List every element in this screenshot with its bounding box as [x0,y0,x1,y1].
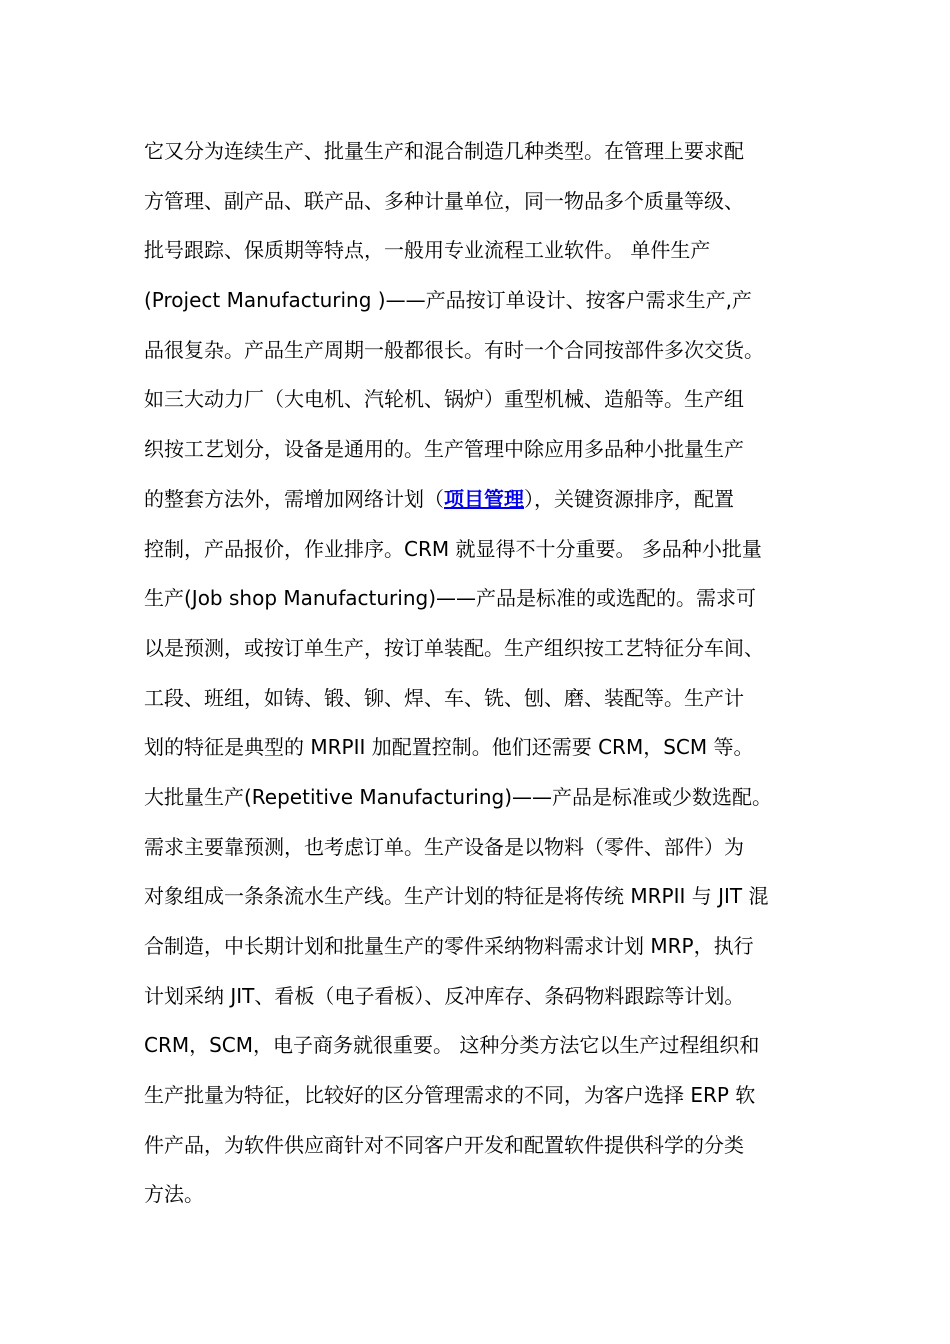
text-line: 划的特征是典型的 MRPII 加配置控制。他们还需要 CRM，SCM 等。 [144,735,754,760]
text-line: 工段、班组，如铸、锻、铆、焊、车、铣、刨、磨、装配等。生产计 [144,685,744,710]
text-line: 如三大动力厂（大电机、汽轮机、锅炉）重型机械、造船等。生产组 [144,387,744,412]
text-line: 大批量生产(Repetitive Manufacturing)——产品是标准或少数选配。 [144,784,773,809]
text-line: 品很复杂。产品生产周期一般都很长。有时一个合同按部件多次交货。 [144,337,764,362]
text-line: 对象组成一条条流水生产线。生产计划的特征是将传统 MRPII 与 JIT 混 [144,884,769,909]
text-line: 生产批量为特征，比较好的区分管理需求的不同，为客户选择 ERP 软 [144,1083,756,1108]
text-line: 织按工艺划分，设备是通用的。生产管理中除应用多品种小批量生产 [144,437,744,462]
text-line: 合制造，中长期计划和批量生产的零件采纳物料需求计划 MRP，执行 [144,934,754,958]
text-line: CRM，SCM，电子商务就很重要。 这种分类方法它以生产过程组织和 [144,1033,760,1058]
text-line: 生产(Job shop Manufacturing)——产品是标准的或选配的。需求可 [144,586,757,611]
text-line: 控制，产品报价，作业排序。CRM 就显得不十分重要。 多品种小批量 [144,536,762,561]
text-segment: ），关键资源排序，配置 [524,486,734,511]
text-line: 件产品，为软件供应商针对不同客户开发和配置软件提供科学的分类 [144,1132,744,1157]
text-line: 它又分为连续生产、批量生产和混合制造几种类型。在管理上要求配 [144,139,744,163]
text-line: 批号跟踪、保质期等特点，一般用专业流程工业软件。 单件生产 [144,238,711,263]
text-line: 计划采纳 JIT、看板（电子看板）、反冲库存、条码物料跟踪等计划。 [144,983,745,1008]
project-management-link[interactable]: 项目管理 [444,486,524,511]
text-line: 以是预测，或按订单生产，按订单装配。生产组织按工艺特征分车间、 [144,635,764,660]
text-line: (Project Manufacturing )——产品按订单设计、按客户需求生产,产 [144,288,752,313]
text-line: 需求主要靠预测，也考虑订单。生产设备是以物料（零件、部件）为 [144,834,744,859]
document-body-text [144,127,824,1220]
text-line-with-link [144,475,824,525]
text-segment: 的整套方法外，需增加网络计划（ [144,486,444,511]
text-line: 方法。 [144,1182,204,1207]
text-line: 方管理、副产品、联产品、多种计量单位，同一物品多个质量等级、 [144,188,744,213]
